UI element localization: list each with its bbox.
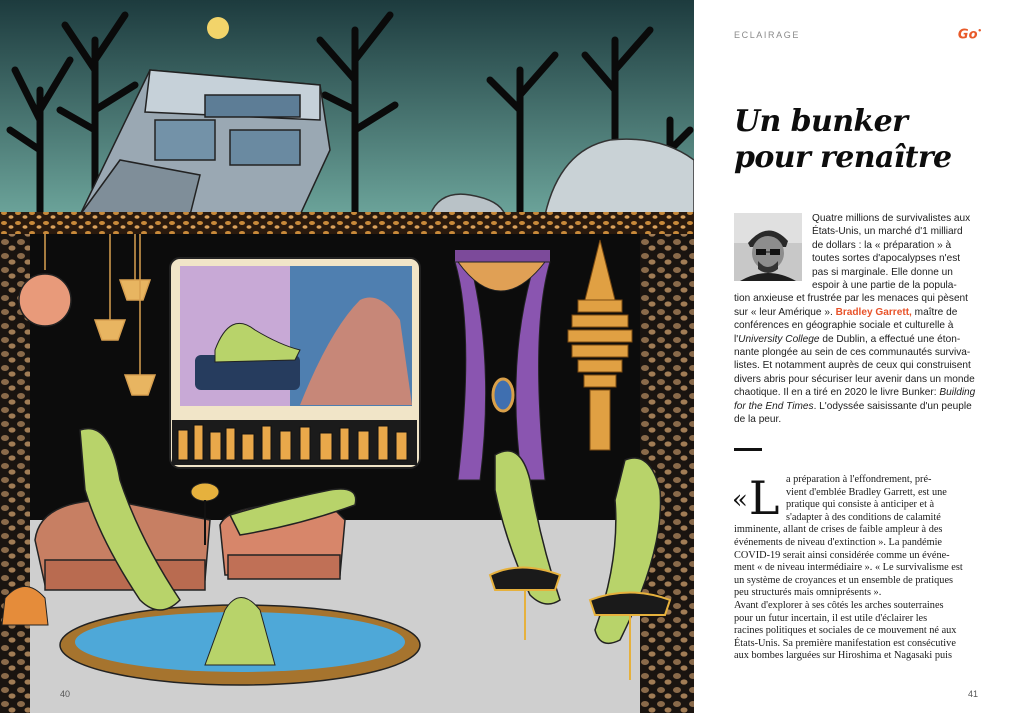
author-name-highlight: Bradley Garrett, — [835, 306, 912, 318]
article-intro: Quatre millions de survivalistes aux États-Unis, un marché d'1 milliard de dollars : la « préparation » à toutes sortes d'apocalypses n'est pas si marginale. Elle donne un espoir à une partie de la popula- tion anxieuse et frustrée par les menaces qui pèsent sur « leur Amérique ». Bradley Garrett, maître de conférences en géographie sociale et culturelle à l'University College de Dublin, a effectué une éton- nante plongée au sein de ces communautés surviva- listes. Et notamment auprès de ceux qui construisent divers abris pour sécuriser leur avenir dans un monde chaotique. Il en a tiré en 2020 le livre Bunker: Building for the End Times. L'odyssée saisissante d'un peuple de la peur. — [734, 213, 976, 426]
page-number-left: 40 — [60, 689, 71, 699]
drop-cap: «L — [732, 471, 780, 525]
article-page — [694, 0, 1024, 713]
section-rubric: ECLAIRAGE — [734, 30, 800, 40]
university-name: University College — [738, 333, 820, 345]
page-number-right: 41 — [967, 689, 978, 699]
section-divider — [734, 448, 762, 451]
title-line-1: Un bunker — [734, 104, 908, 139]
article-title — [734, 104, 1004, 176]
book-title: for the End Times — [734, 400, 814, 412]
article-body: a préparation à l'effondrement, pré- vient d'emblée Bradley Garrett, est une pratique qui consiste à anticiper et à s'adapter à des conditions de calamité imminente, allant de crises de faible ampleur à des événements de niveau d'extinction ». La pandémie COVID-19 serait ainsi considérée comme un événe- ment « de niveau intermédiaire ». « Le survivalisme est un système de croyances et un ensemble de pratiques peu structurés mais omniprésents ». Avant d'explorer à ses côtés les arches souterraines pour un futur incertain, il est utile d'éclairer les racines politiques et sociales de ce mouvement né aux États-Unis. Sa première manifestation est consécutive aux bombes larguées sur Hiroshima et Nagasaki puis — [734, 474, 963, 662]
magazine-logo: Go• — [957, 27, 982, 43]
title-line-2: pour renaître — [734, 140, 952, 175]
aquarium-window — [170, 258, 420, 468]
moon-icon — [207, 17, 229, 39]
